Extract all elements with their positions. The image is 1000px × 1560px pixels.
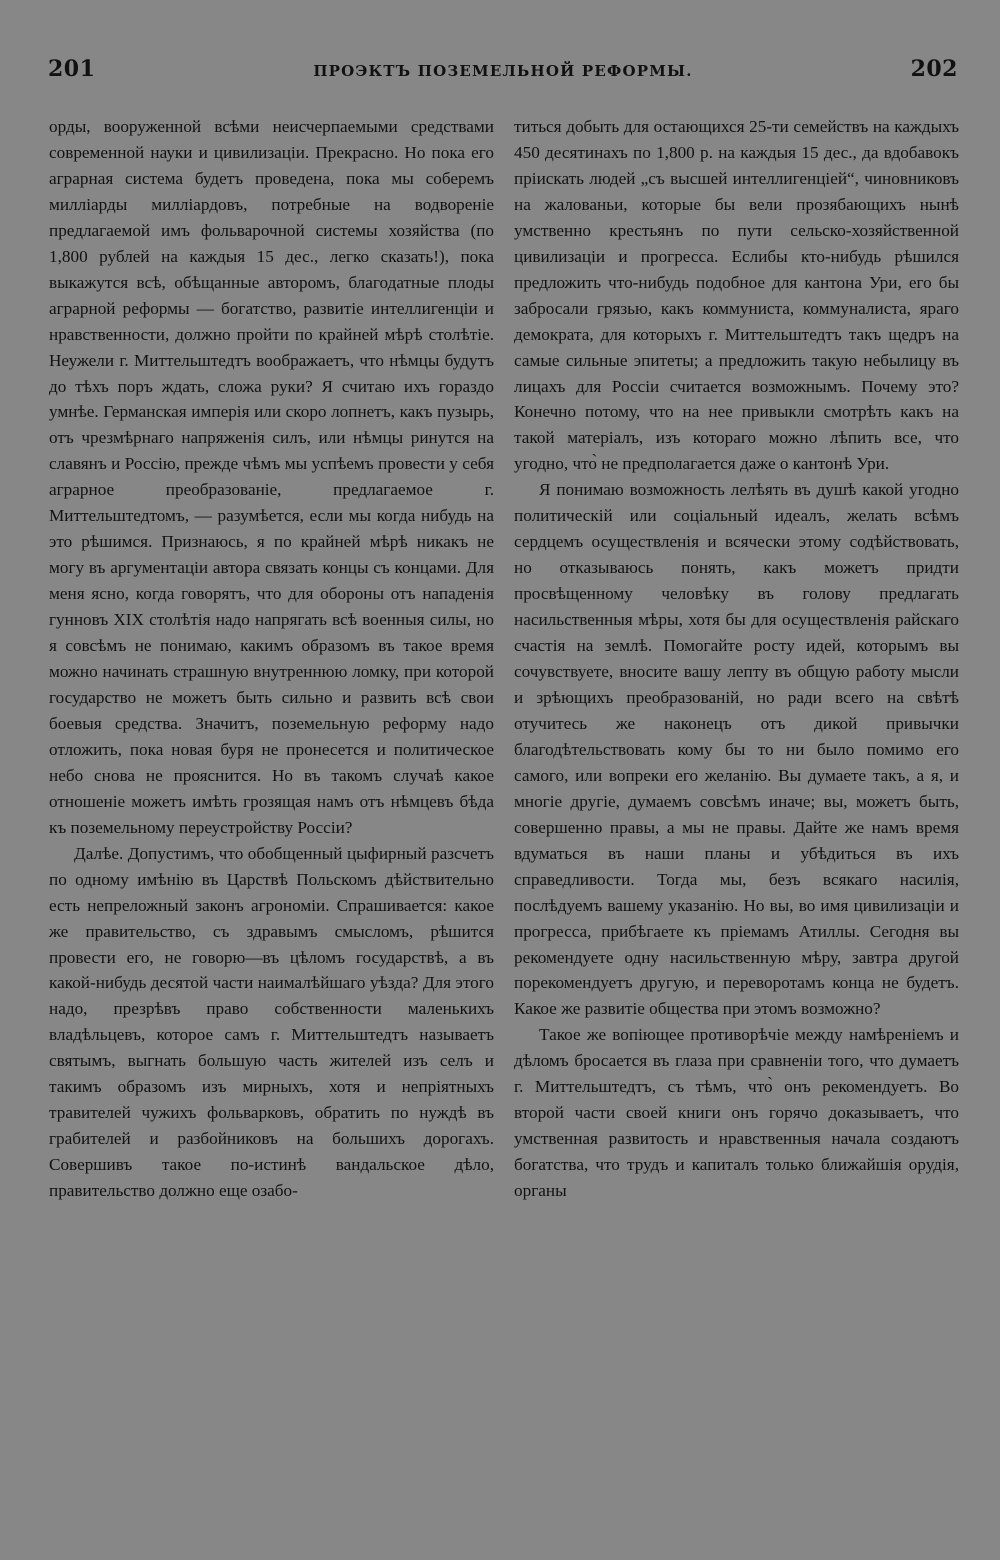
paragraph: Я понимаю возможность лелѣять въ душѣ какой угодно политическій или соціальный идеалъ, желать всѣмъ сердцемъ осуществленія и всячески этому содѣйствовать, но отказываюсь понять, какъ можетъ придти просвѣщенному человѣку въ голову предлагать насильственныя мѣры, хотя бы для осуществленія райскаго счастія на землѣ. Помогайте росту идей, которымъ вы сочувствуете, вносите вашу лепту въ общую работу мысли и зрѣющихъ преобразованій, но ради всего на свѣтѣ отучитесь же наконецъ отъ дикой привычки благодѣтельствовать кому бы то ни было помимо его самого, или вопреки его желанію. Вы думаете такъ, а я, и многіе другіе, думаемъ совсѣмъ иначе; вы, можетъ быть, совершенно правы, а мы не правы. Дайте же намъ время вдуматься въ наши планы и убѣдиться въ ихъ справедливости. Тогда мы, безъ всякаго насилія, послѣдуемъ вашему указанію. Но вы, во имя цивилизаціи и прогресса, прибѣгаете къ пріемамъ Атиллы. Сегодня вы рекомендуете одну насильственную мѣру, завтра другой порекомендуетъ другую, и переворотамъ конца не будетъ. Какое же развитіе общества при этомъ возможно?: [514, 480, 959, 1019]
paragraph: титься добыть для остающихся 25-ти семействъ на каждыхъ 450 десятинахъ по 1,800 р. на каждыя 15 дес., да вдобавокъ пріискать людей „съ высшей интеллигенціей“, чиновниковъ на жалованьи, которые бы вели прозябающихъ нынѣ умственно крестьянъ по пути сельско-хозяйственной цивилизаціи и прогресса. Еслибы кто-нибудь рѣшился предложить что-нибудь подобное для кантона Ури, его бы забросали грязью, какъ коммуниста, коммуналиста, яраго демократа, для которыхъ г. Миттельштедтъ такъ щедръ на самые сильные эпитеты; а предложить такую небылицу въ лицахъ для Россіи считается возможнымъ. Почему это? Конечно потому, что на нее привыкли смотрѣть какъ на такой матеріалъ, изъ котораго можно лѣпить все, что угодно, что̀ не предполагается даже о кантонѣ Ури.: [514, 117, 959, 474]
paragraph: Такое же вопіющее противорѣчіе между намѣреніемъ и дѣломъ бросается въ глаза при сравненіи того, что думаетъ г. Миттельштедтъ, съ тѣмъ, что̀ онъ рекомендуетъ. Во второй части своей книги онъ горячо доказываетъ, что умственная развитость и нравственныя начала создаютъ богатства, что трудъ и капиталъ только ближайшія орудія, органы: [514, 1025, 959, 1201]
paragraph: орды, вооруженной всѣми неисчерпаемыми средствами современной науки и цивилизаціи. Прекрасно. Но пока его аграрная система будетъ проведена, пока мы соберемъ милліарды милліардовъ, потребные на водвореніе предлагаемой имъ фольварочной системы хозяйства (по 1,800 рублей на каждыя 15 дес., легко сказать!), пока выкажутся всѣ, обѣщанные авторомъ, благодатные плоды аграрной реформы — богатство, развитіе интеллигенціи и нравственности, должно пройти по крайней мѣрѣ столѣтіе. Неужели г. Миттельштедтъ воображаетъ, что нѣмцы будутъ до тѣхъ поръ ждать, сложа руки? Я считаю ихъ гораздо умнѣе. Германская имперія или скоро лопнетъ, какъ пузырь, отъ чрезмѣрнаго напряженія силъ, или нѣмцы ринутся на славянъ и Россію, прежде чѣмъ мы успѣемъ провести у себя аграрное преобразованіе, предлагаемое г. Миттельштедтомъ, — разумѣется, если мы когда нибудь на это рѣшимся. Признаюсь, я по крайней мѣрѣ никакъ не могу въ аргументаціи автора связать концы съ концами. Для меня ясно, когда говорятъ, что для обороны отъ нападенія гунновъ XIX столѣтія надо напрягать всѣ военныя силы, но я совсѣмъ не понимаю, какимъ образомъ въ такое время можно начинать страшную внутреннюю ломку, при которой государство не можетъ быть сильно и развить всѣ свои боевыя средства. Значитъ, поземельную реформу надо отложить, пока новая буря не пронесется и политическое небо снова не прояснится. Но въ такомъ случаѣ какое отношеніе можетъ имѣть грозящая намъ отъ нѣмцевъ бѣда къ поземельному переустройству Россіи?: [49, 117, 494, 837]
page-number-right: 202: [910, 56, 958, 82]
page-header: [48, 56, 958, 90]
right-column: [514, 114, 959, 1204]
paragraph: Далѣе. Допустимъ, что обобщенный цыфирный разсчетъ по одному имѣнію въ Царствѣ Польскомъ дѣйствительно есть непреложный законъ агрономіи. Спрашивается: какое же правительство, съ здравымъ смысломъ, рѣшится провести его, не говорю—въ цѣломъ государствѣ, а въ какой-нибудь десятой части наималѣйшаго уѣзда? Для этого надо, презрѣвъ право собственности маленькихъ владѣльцевъ, которое самъ г. Миттельштедтъ называетъ святымъ, выгнать большую часть жителей изъ селъ и такимъ образомъ изъ мирныхъ, хотя и непріятныхъ травителей чужихъ фольварковъ, обратить по нуждѣ въ грабителей и разбойниковъ на большихъ дорогахъ. Совершивъ такое по-истинѣ вандальское дѣло, правительство должно еще озабо-: [49, 843, 494, 1201]
running-title: ПРОЭКТЪ ПОЗЕМЕЛЬНОЙ РЕФОРМЫ.: [313, 62, 693, 80]
left-column: [49, 114, 494, 1204]
page-number-left: 201: [48, 56, 96, 82]
